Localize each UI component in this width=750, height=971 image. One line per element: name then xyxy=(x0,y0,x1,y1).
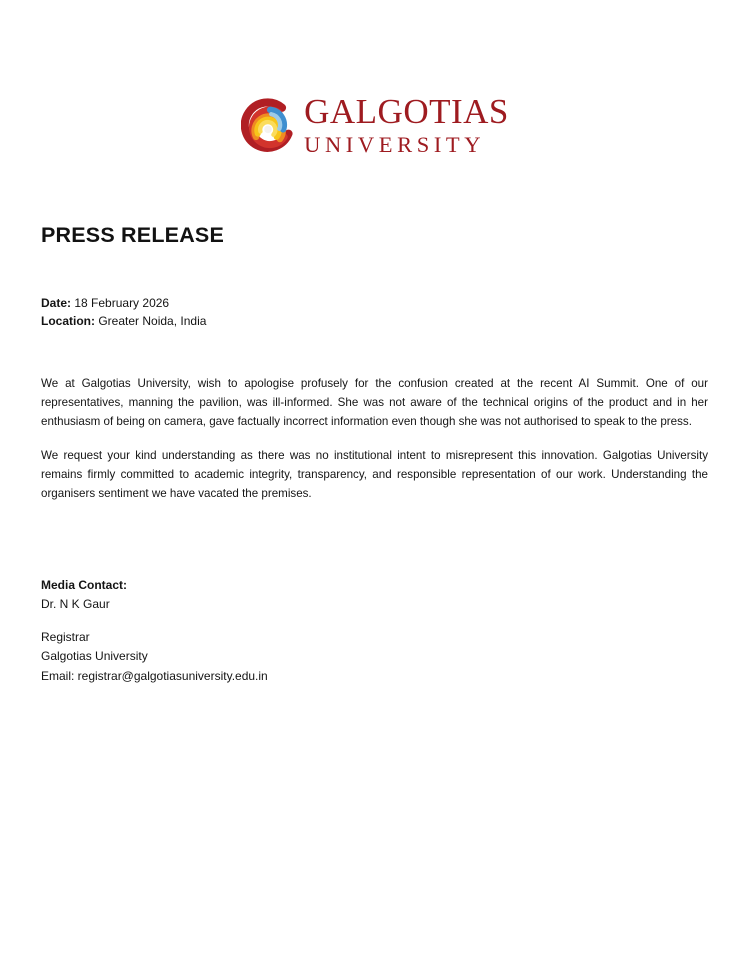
paragraph: We at Galgotias University, wish to apologise profusely for the confusion created at the recent AI Summit. One of our representatives, manning the pavilion, was ill-informed. She was not aware of the technical origins of the product and in her enthusiasm of being on camera, gave factually incorrect information even though she was not authorised to speak to the press. xyxy=(41,377,708,428)
letterhead xyxy=(0,0,750,158)
wordmark-sub: UNIVERSITY xyxy=(304,132,486,157)
wordmark-main: GALGOTIAS xyxy=(304,92,509,131)
media-contact-email: Email: registrar@galgotiasuniversity.edu.in xyxy=(41,668,268,683)
meta-date xyxy=(41,294,708,313)
meta-location-label: Location: xyxy=(41,314,95,329)
meta-location xyxy=(41,312,708,331)
media-contact-name: Dr. N K Gaur xyxy=(41,596,110,611)
media-contact-organisation: Galgotias University xyxy=(41,649,148,664)
meta-date-value: 18 February 2026 xyxy=(74,295,170,310)
galgotias-swirl-logo-icon xyxy=(241,97,295,153)
body-copy xyxy=(41,375,708,504)
university-logo xyxy=(241,92,509,158)
meta-location-value: Greater Noida, India xyxy=(98,314,207,329)
page-title: PRESS RELEASE xyxy=(41,222,225,247)
media-contact-block xyxy=(41,576,708,686)
document-meta xyxy=(41,294,708,331)
document-body xyxy=(0,223,750,686)
contact-spacer xyxy=(41,614,708,628)
meta-date-label: Date: xyxy=(41,295,72,310)
media-contact-designation: Registrar xyxy=(41,630,90,645)
paragraph: We request your kind understanding as there was no institutional intent to misrepresent this innovation. Galgotias University remains firmly committed to academic integrity, transparency, and responsible representation of our work. Understanding the organisers sentiment we have vacated the premises. xyxy=(41,449,708,500)
wordmark xyxy=(304,92,509,158)
media-contact-heading: Media Contact: xyxy=(41,577,128,592)
